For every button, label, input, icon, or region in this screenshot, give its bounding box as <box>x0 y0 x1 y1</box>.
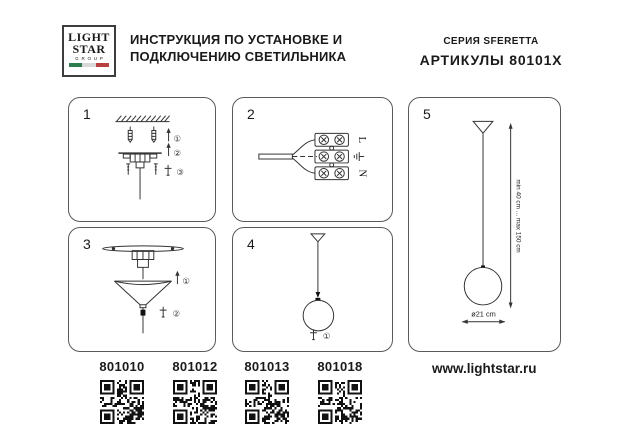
logo-line-1: LIGHT <box>68 30 110 44</box>
article-number: 801010 <box>99 359 145 374</box>
website-link: www.lightstar.ru <box>432 361 537 376</box>
down-arrow-icon <box>316 292 321 298</box>
series-label: СЕРИЯ SFERETTA <box>443 36 539 47</box>
article-column <box>165 359 225 424</box>
up-arrow-icon <box>166 143 170 156</box>
article-number: 801018 <box>317 359 363 374</box>
logo-line-2: STAR <box>72 42 106 56</box>
panel-1-number: 1 <box>83 106 91 122</box>
ground-icon <box>354 152 364 161</box>
page-title <box>130 31 346 65</box>
panel-1-diagram <box>69 98 215 221</box>
article-number: 801013 <box>244 359 290 374</box>
title-line-1: ИНСТРУКЦИЯ ПО УСТАНОВКЕ И <box>130 32 343 47</box>
diameter-dimension-label: ø21 cm <box>471 309 496 319</box>
logo-flag-band <box>69 63 109 67</box>
glass-sphere-icon <box>464 267 502 305</box>
panel-step-2 <box>232 97 393 222</box>
step-1-badge: ① <box>182 276 190 287</box>
panel-step-4 <box>232 227 393 352</box>
panel-4-diagram <box>233 228 392 351</box>
ceiling-plate-icon <box>103 246 184 279</box>
flag-gray-segment <box>82 63 95 67</box>
qr-code <box>100 380 144 424</box>
title-line-2: ПОДКЛЮЧЕНИЮ СВЕТИЛЬНИКА <box>130 49 347 64</box>
panel-3-number: 3 <box>83 236 91 252</box>
qr-code <box>318 380 362 424</box>
canopy-triangle-icon <box>311 234 325 242</box>
diameter-dimension-arrow <box>462 320 505 324</box>
step-3-badge: ③ <box>176 166 184 177</box>
step-1-badge: ① <box>173 133 181 144</box>
flag-green-segment <box>69 63 82 67</box>
terminal-label-neutral: N <box>356 169 369 178</box>
qr-code <box>245 380 289 424</box>
ceiling-hatch-icon <box>115 116 169 122</box>
article-number: 801012 <box>172 359 218 374</box>
panel-5-number: 5 <box>423 106 431 122</box>
up-arrow-icon <box>166 128 170 141</box>
screwdriver-icon <box>165 165 172 175</box>
glass-sphere-icon <box>303 300 334 331</box>
height-dimension-label: min 40 cm ... max 150 cm <box>514 179 522 253</box>
panel-dimensions <box>408 97 561 352</box>
article-column <box>237 359 297 424</box>
panel-3-diagram <box>69 228 215 351</box>
screw-icon <box>126 164 157 175</box>
panel-step-3 <box>68 227 216 352</box>
article-column <box>92 359 152 424</box>
article-column <box>310 359 370 424</box>
logo-line-3: GROUP <box>75 56 106 61</box>
panel-5-diagram <box>409 98 560 351</box>
qr-code <box>173 380 217 424</box>
flag-red-segment <box>96 63 109 67</box>
canopy-triangle-icon <box>473 121 493 133</box>
step-1-badge: ① <box>322 331 331 342</box>
power-cable-icon <box>259 140 317 173</box>
series-block <box>412 36 570 68</box>
panel-4-number: 4 <box>247 236 255 252</box>
articles-title: АРТИКУЛЫ 80101X <box>419 52 563 68</box>
lightstar-logo <box>62 25 116 77</box>
up-arrow-icon <box>175 271 179 284</box>
screw-icon <box>141 308 146 321</box>
step-2-badge: ② <box>172 308 181 319</box>
panel-2-number: 2 <box>247 106 255 122</box>
step-2-badge: ② <box>173 148 181 159</box>
panel-step-1 <box>68 97 216 222</box>
mounting-bracket-icon <box>118 153 161 168</box>
terminal-block-icon <box>315 133 348 179</box>
panel-2-diagram <box>233 98 392 221</box>
terminal-label-live: L <box>356 136 369 144</box>
cone-canopy-icon <box>114 281 171 308</box>
screwdriver-icon <box>160 307 167 317</box>
height-dimension-arrow <box>509 123 513 309</box>
dowel-icon <box>128 127 156 143</box>
